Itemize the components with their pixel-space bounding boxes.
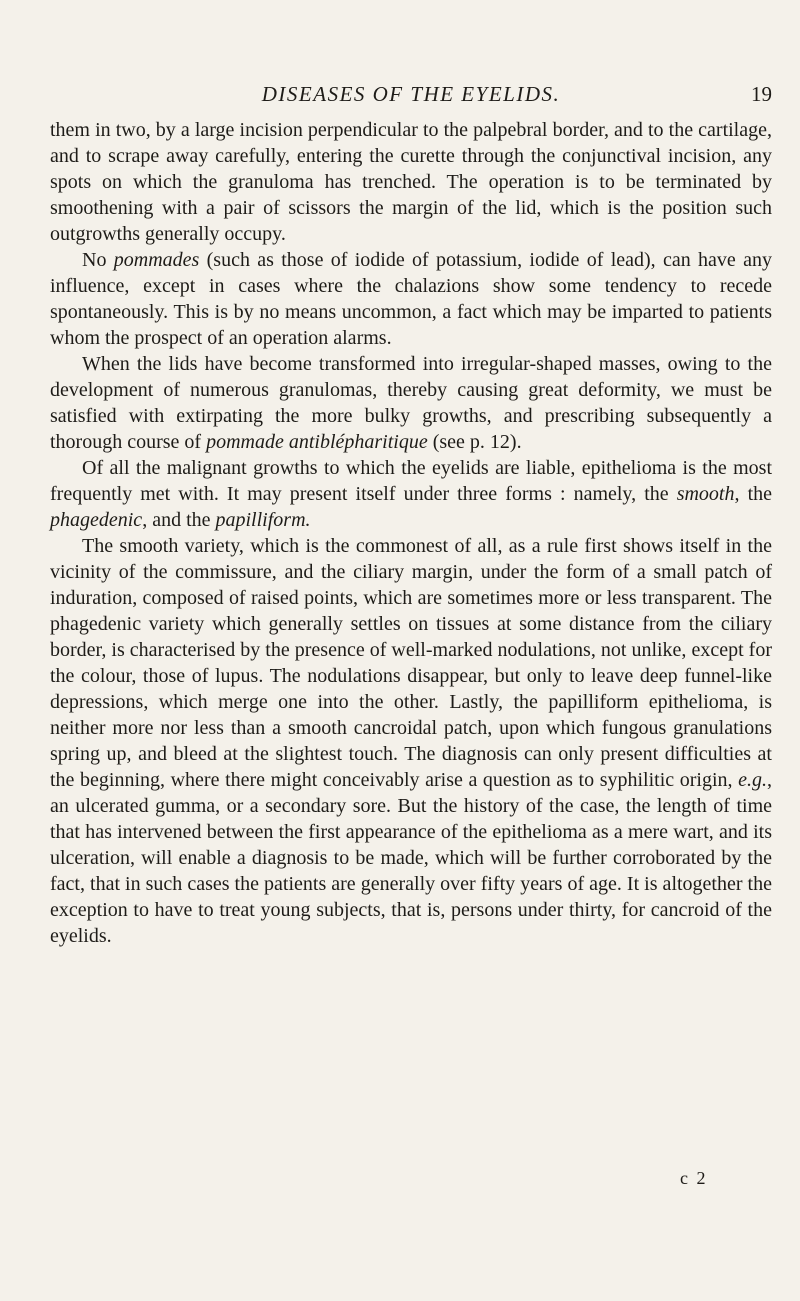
signature-mark: c 2	[680, 1168, 708, 1188]
italic-text: papilliform.	[215, 509, 311, 531]
page-header	[50, 82, 772, 112]
text-run: , and the	[142, 509, 216, 531]
text-run: Of all the malignant growths to which the eyelids are liable, epithelioma is the most frequently met with. It may present itself under three forms : namely, the	[50, 457, 772, 505]
body-text	[50, 117, 772, 949]
paragraph	[50, 351, 772, 455]
text-run: (see p. 12).	[427, 431, 522, 453]
italic-text: smooth	[676, 483, 735, 505]
running-head: DISEASES OF THE EYELIDS.	[261, 82, 561, 106]
paragraph	[50, 117, 772, 247]
italic-text: phagedenic	[50, 509, 143, 531]
paragraph	[50, 247, 772, 351]
text-run: , the	[734, 483, 772, 505]
paragraph	[50, 533, 772, 949]
text-run: them in two, by a large incision perpendicular to the palpebral border, and to the cartilage, and to scrape away carefully, entering the curette through the conjunctival incision, any spots on which the granuloma has trenched. The operation is to be terminated by smoothening with a pair of scissors the margin of the lid, which is the position such outgrowths generally occupy.	[50, 119, 772, 245]
text-run: , an ulcerated gumma, or a secondary sore. But the history of the case, the length of time that has intervened between the first appearance of the epithelioma as a mere wart, and its ulceration, will enable a diagnosis to be made, which will be further corroborated by the fact, that in such cases the patients are generally over fifty years of age. It is altogether the exception to have to treat young subjects, that is, persons under thirty, for cancroid of the eyelids.	[50, 769, 772, 947]
page-number: 19	[751, 82, 772, 106]
paragraph	[50, 455, 772, 533]
text-run: (such as those of iodide of potassium, iodide of lead), can have any influence, except in cases where the chalazions show some tendency to recede spontaneously. This is by no means uncommon, a fact which may be imparted to patients whom the prospect of an operation alarms.	[50, 249, 772, 349]
italic-text: pommade antiblépharitique	[206, 431, 428, 453]
text-run: When the lids have become transformed into irregular-shaped masses, owing to the development of numerous granulomas, thereby causing great deformity, we must be satisfied with extirpating the more bulky growths, and prescribing subsequently a thorough course of	[50, 353, 772, 453]
italic-text: pommades	[113, 249, 200, 271]
text-run: The smooth variety, which is the commonest of all, as a rule first shows itself in the vicinity of the commissure, and the ciliary margin, under the form of a small patch of induration, composed of raised points, which are sometimes more or less transparent. The phagedenic variety which generally settles on tissues at some distance from the ciliary border, is characterised by the presence of well-marked nodulations, not unlike, except for the colour, those of lupus. The nodulations disappear, but only to leave deep funnel-like depressions, which merge one into the other. Lastly, the papilliform epithelioma, is neither more nor less than a smooth cancroidal patch, upon which fungous granulations spring up, and bleed at the slightest touch. The diagnosis can only present difficulties at the beginning, where there might conceivably arise a question as to syphilitic origin,	[50, 535, 772, 791]
italic-text: e.g.	[738, 769, 767, 791]
text-run: No	[82, 249, 114, 271]
